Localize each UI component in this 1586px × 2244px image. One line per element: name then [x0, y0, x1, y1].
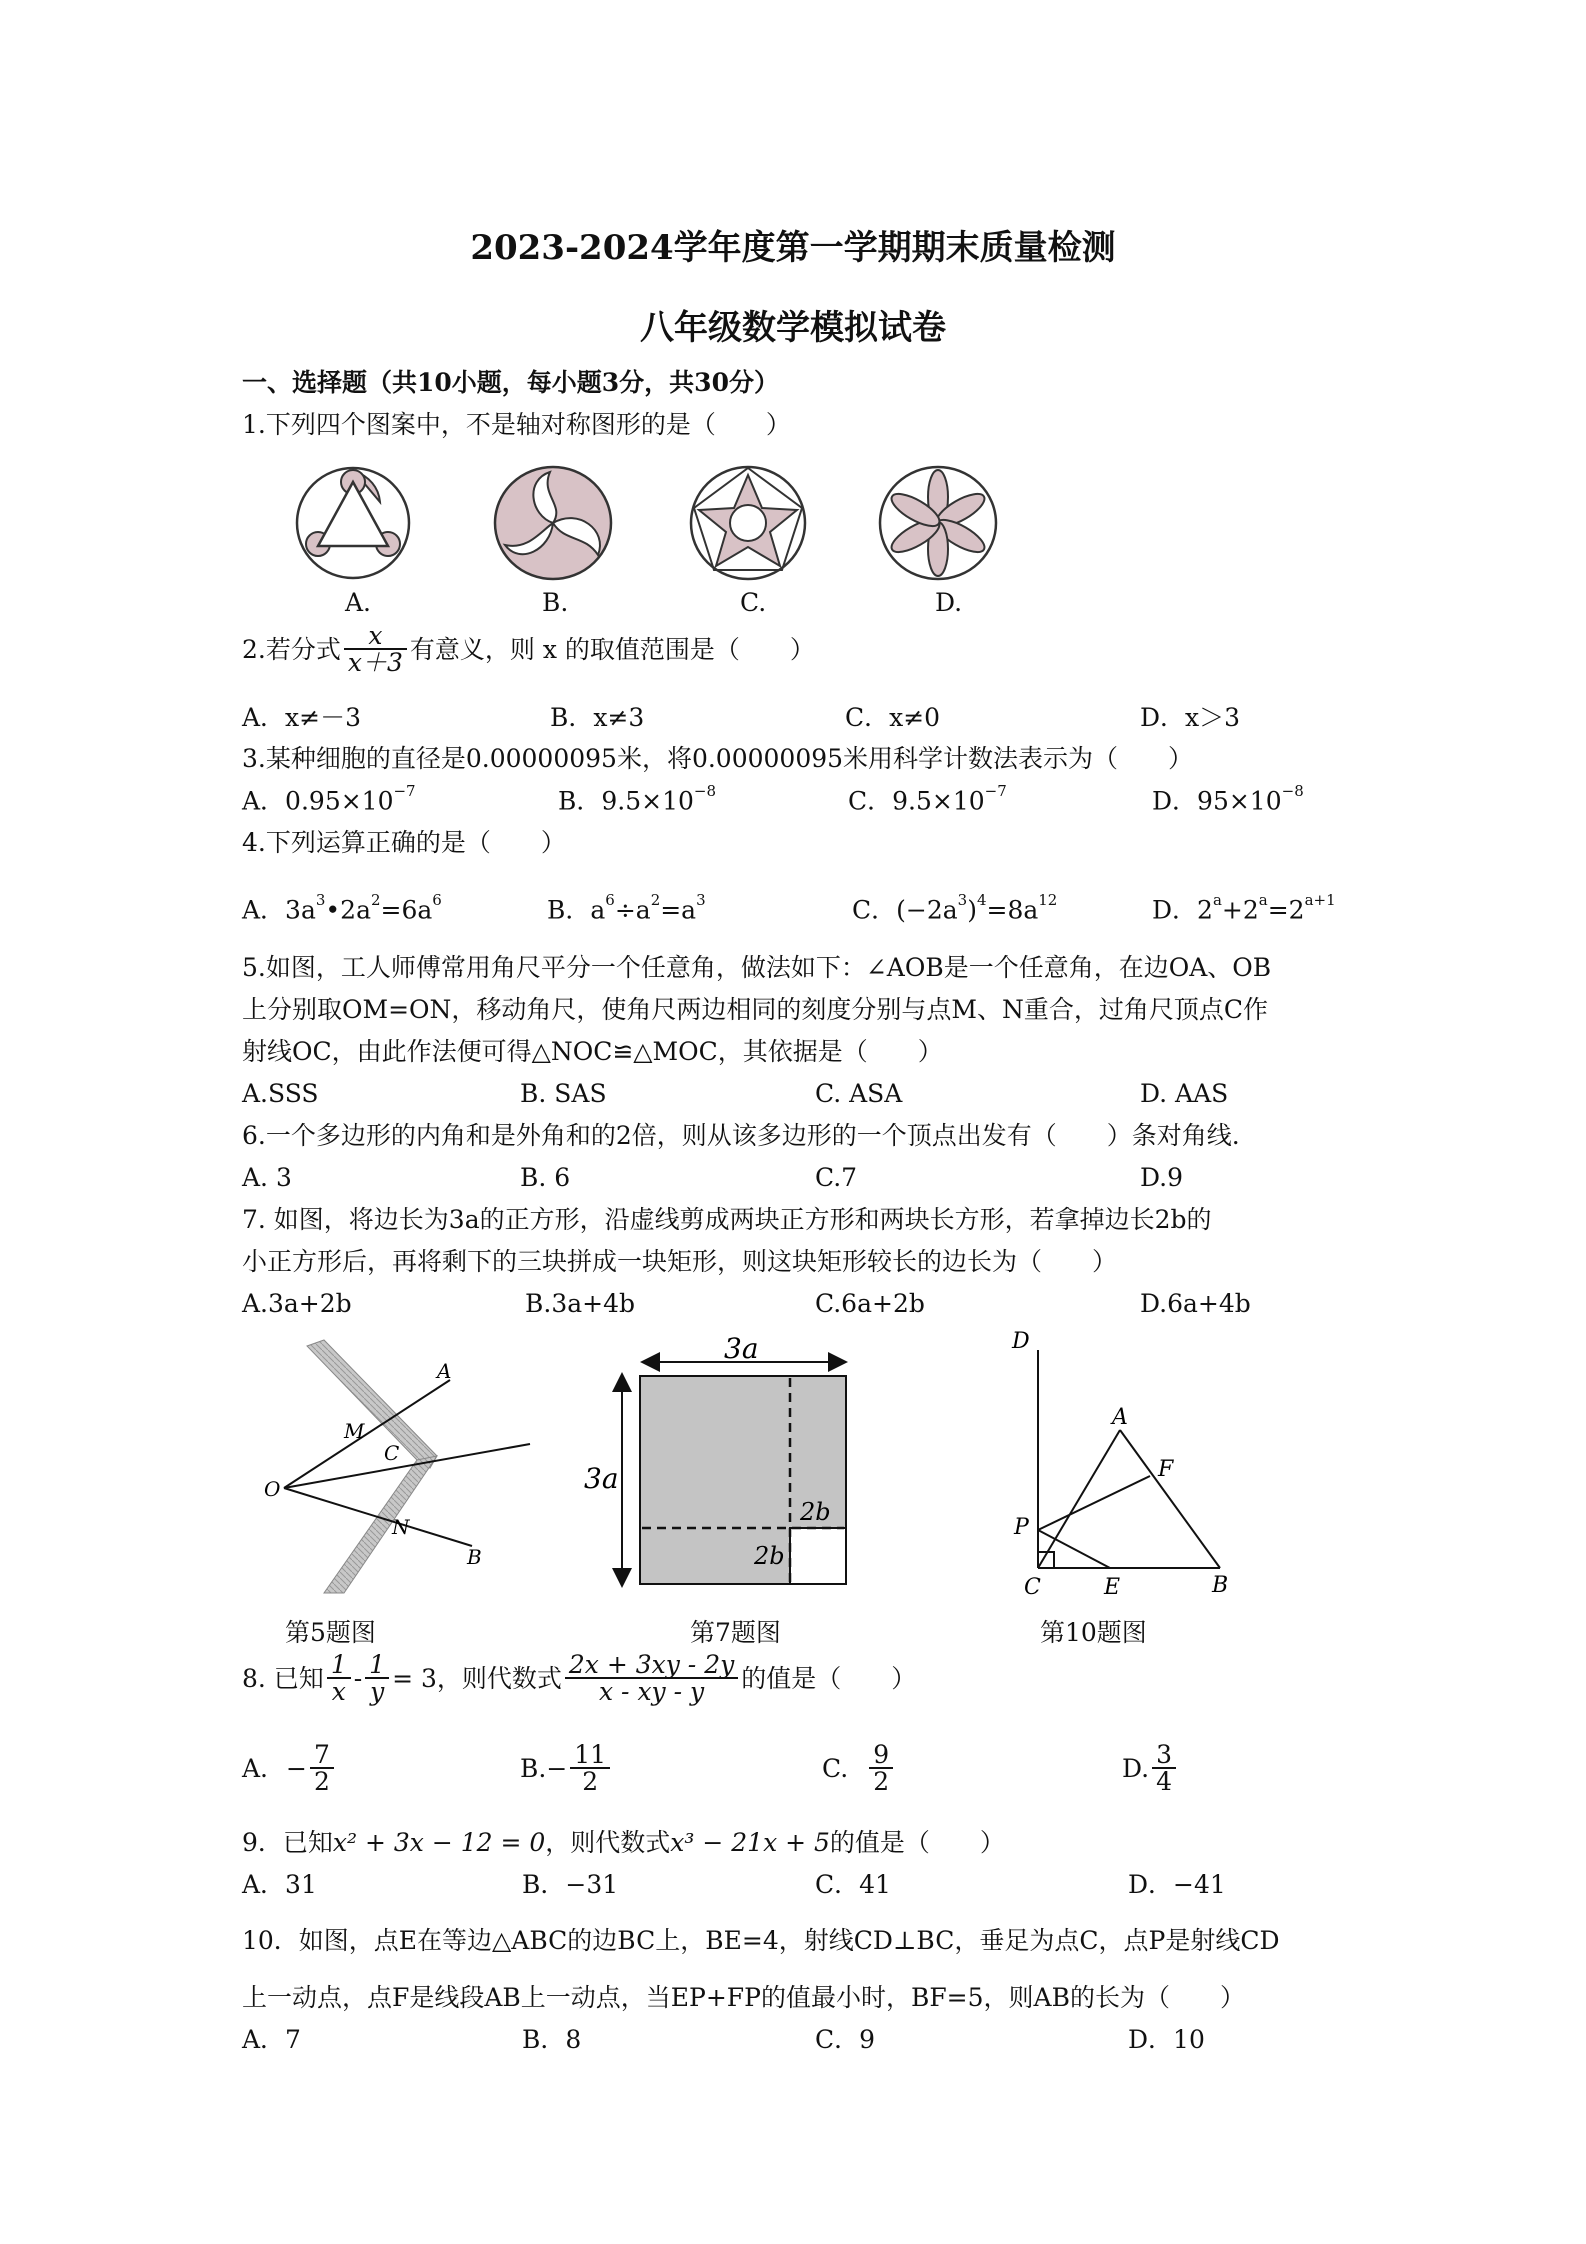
q1-patterns — [290, 460, 1010, 590]
q8-minus: - — [353, 1663, 363, 1693]
ruler-upper-arm — [307, 1340, 437, 1468]
fig7-inner-label-1: 2b — [800, 1498, 831, 1526]
segment-ca — [1038, 1430, 1120, 1568]
pattern-d — [880, 467, 996, 579]
q2-option-a: A．x≠－3 — [242, 703, 362, 732]
q8-fraction-1: $\frac{1}{x}$ — [327, 1652, 351, 1704]
q2-numerator: x — [344, 623, 407, 650]
q3-option-b: B．$9.5\times 10^{-8}$ — [558, 782, 717, 816]
q10-line-1: 10．如图，点E在等边△ABC的边BC上，BE=4，射线CD⊥BC，垂足为点C，点P是射线CD — [242, 1926, 1280, 1955]
q5-option-b: B. SAS — [520, 1079, 607, 1108]
q9-option-a: A．31 — [242, 1870, 317, 1899]
q5-line-3: 射线OC，由此作法便可得△NOC≌△MOC，其依据是（ ） — [242, 1037, 943, 1066]
q9-expr-2: x³ − 21x + 5 — [670, 1828, 830, 1857]
pattern-a — [297, 468, 409, 578]
q1-label-a: A. — [345, 588, 372, 617]
q2-stem — [242, 623, 815, 675]
q7-line-2: 小正方形后，再将剩下的三块拼成一块矩形，则这块矩形较长的边长为（ ） — [242, 1247, 1118, 1276]
q10-option-b: B．8 — [522, 2025, 582, 2054]
q10-option-a: A．7 — [242, 2025, 301, 2054]
fig5-label-n: N — [392, 1515, 410, 1539]
fig7-small-square — [790, 1528, 846, 1584]
ruler-lower-arm — [324, 1456, 437, 1593]
q2-option-b: B．x≠3 — [550, 703, 645, 732]
fig10-label-e: E — [1104, 1575, 1121, 1600]
fig7-caption: 第7题图 — [690, 1618, 781, 1647]
q2-option-d: D．x＞3 — [1140, 703, 1241, 732]
figure-10 — [1000, 1328, 1240, 1600]
q9-option-c: C．41 — [815, 1870, 891, 1899]
figure-7 — [572, 1322, 862, 1592]
pattern-b — [495, 467, 611, 579]
q10-option-c: C．9 — [815, 2025, 876, 2054]
fig10-label-p: P — [1014, 1515, 1029, 1540]
q1-stem: 1.下列四个图案中，不是轴对称图形的是（ ） — [242, 410, 791, 439]
q1-label-d: D. — [935, 588, 963, 617]
q2-suffix: 有意义，则 x 的取值范围是（ ） — [409, 634, 815, 664]
q4-stem: 4.下列运算正确的是（ ） — [242, 828, 566, 857]
fig5-caption: 第5题图 — [285, 1618, 376, 1647]
q4-option-a: A．$3a^3•2a^2=6a^6$ — [242, 891, 442, 925]
fig7-left-label: 3a — [584, 1462, 619, 1495]
q6-stem: 6.一个多边形的内角和是外角和的2倍，则从该多边形的一个顶点出发有（ ）条对角线. — [242, 1121, 1240, 1150]
fig10-label-b: B — [1212, 1573, 1229, 1598]
q3-option-a: A．$0.95\times 10^{-7}$ — [242, 782, 416, 816]
fig7-inner-label-2: 2b — [754, 1542, 785, 1570]
fig10-label-d: D — [1012, 1329, 1030, 1354]
q7-option-d: D.6a+4b — [1140, 1289, 1251, 1318]
q3-option-c: C．$9.5\times 10^{-7}$ — [848, 782, 1007, 816]
exam-title: 2023-2024学年度第一学期期末质量检测 — [470, 228, 1116, 268]
fig10-label-f: F — [1158, 1457, 1174, 1482]
fig5-label-c: C — [384, 1441, 400, 1465]
q9-option-b: B．−31 — [522, 1870, 619, 1899]
q10-line-2: 上一动点，点F是线段AB上一动点，当EP+FP的值最小时，BF=5，则AB的长为（ ） — [242, 1983, 1245, 2012]
fig10-label-a: A — [1112, 1405, 1128, 1430]
q8-fraction-2: $\frac{1}{y}$ — [365, 1652, 389, 1704]
q6-option-c: C.7 — [815, 1163, 858, 1192]
q9-option-d: D．−41 — [1128, 1870, 1226, 1899]
q6-option-b: B. 6 — [520, 1163, 571, 1192]
q1-label-c: C. — [740, 588, 767, 617]
fig5-label-o: O — [264, 1477, 281, 1501]
fig5-label-m: M — [344, 1419, 365, 1443]
q6-option-a: A. 3 — [242, 1163, 292, 1192]
q6-option-d: D.9 — [1140, 1163, 1184, 1192]
segment-ab — [1120, 1430, 1220, 1568]
fig10-caption: 第10题图 — [1040, 1618, 1147, 1647]
q8-prefix: 8. 已知 — [242, 1663, 324, 1693]
q5-option-c: C. ASA — [815, 1079, 903, 1108]
exam-subtitle: 八年级数学模拟试卷 — [640, 308, 946, 348]
q8-eq: = 3，则代数式 — [392, 1663, 562, 1693]
q7-option-c: C.6a+2b — [815, 1289, 925, 1318]
fig7-top-label: 3a — [724, 1332, 759, 1365]
q8-option-b: B. − $\frac{11}{2}$ — [520, 1742, 613, 1794]
q2-fraction — [344, 623, 407, 675]
q4-option-b: B．$a^6\div a^2=a^3$ — [547, 891, 706, 925]
q8-option-a: A. − $\frac{7}{2}$ — [242, 1742, 337, 1794]
q7-option-a: A.3a+2b — [242, 1289, 352, 1318]
q5-option-d: D. AAS — [1140, 1079, 1229, 1108]
q8-fraction-3: $\frac{2x + 3xy - 2y}{x - xy - y}$ — [565, 1652, 738, 1704]
pattern-c — [691, 467, 805, 579]
q3-option-d: D．$95\times 10^{-8}$ — [1152, 782, 1304, 816]
fig5-label-a: A — [437, 1359, 452, 1383]
q1-label-b: B. — [542, 588, 569, 617]
q8-option-d: D. $\frac{3}{4}$ — [1122, 1742, 1179, 1794]
q10-option-d: D．10 — [1128, 2025, 1205, 2054]
q4-option-d: D．$2^a+2^a=2^{a+1}$ — [1152, 891, 1336, 925]
fig5-label-b: B — [467, 1545, 482, 1569]
fig10-label-c: C — [1024, 1575, 1041, 1600]
segment-pf — [1038, 1476, 1150, 1530]
q8-option-c: C. $\frac{9}{2}$ — [822, 1742, 896, 1794]
q2-option-c: C．x≠0 — [845, 703, 941, 732]
q5-option-a: A.SSS — [242, 1079, 319, 1108]
q2-prefix: 2.若分式 — [242, 634, 341, 664]
q2-denominator: x＋3 — [347, 648, 403, 677]
figure-5 — [262, 1338, 532, 1600]
section-heading: 一、选择题（共10小题，每小题3分，共30分） — [242, 368, 779, 397]
q9-stem: 9．已知x² + 3x − 12 = 0，则代数式x³ − 21x + 5的值是（ ） — [242, 1828, 1005, 1857]
q3-stem: 3.某种细胞的直径是0.00000095米，将0.00000095米用科学计数法表示为（ ） — [242, 744, 1194, 773]
q7-line-1: 7. 如图，将边长为3a的正方形，沿虚线剪成两块正方形和两块长方形，若拿掉边长2b的 — [242, 1205, 1212, 1234]
q8-stem — [242, 1652, 916, 1704]
q7-option-b: B.3a+4b — [525, 1289, 635, 1318]
q5-line-2: 上分别取OM=ON，移动角尺，使角尺两边相同的刻度分别与点M、N重合，过角尺顶点C作 — [242, 995, 1269, 1024]
q5-line-1: 5.如图，工人师傅常用角尺平分一个任意角，做法如下：∠AOB是一个任意角，在边OA、OB — [242, 953, 1272, 982]
q4-option-c: C．$(-2a^3)^4=8a^{12}$ — [852, 891, 1058, 925]
q9-expr-1: x² + 3x − 12 = 0 — [332, 1828, 546, 1857]
q8-suffix: 的值是（ ） — [741, 1663, 917, 1693]
